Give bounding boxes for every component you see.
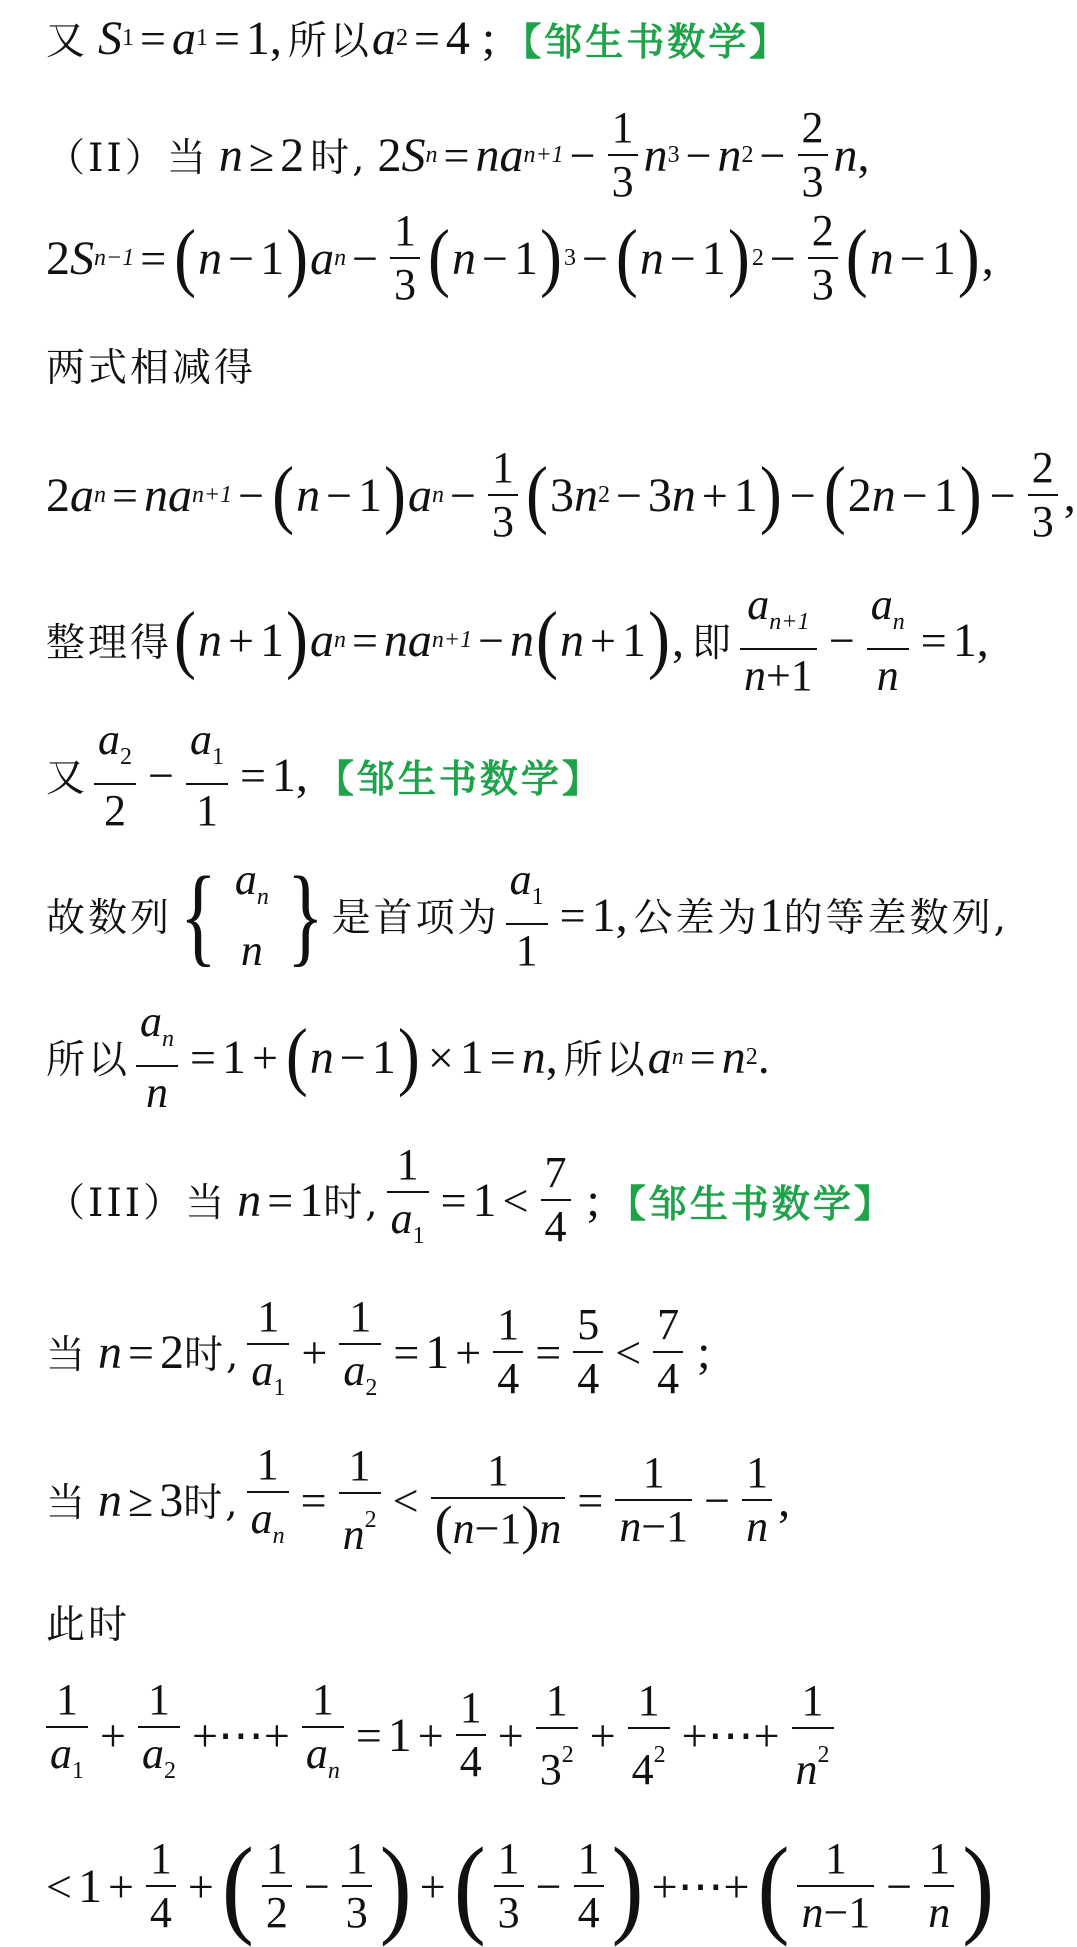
line-9: 所以 $\frac{a_n}{n}$ = 1 + ( n − 1 ) × 1 = n , 所以 a n = n 2 . bbox=[46, 996, 770, 1117]
fraction: $\frac{1}{3^2}$ bbox=[536, 1675, 578, 1796]
fraction: $\frac{1}{n^2}$ bbox=[339, 1440, 381, 1561]
fraction: $\frac{1}{a_2}$ bbox=[138, 1674, 180, 1797]
fraction: $\frac{1}{3}$ bbox=[494, 1833, 524, 1939]
fraction: $\frac{1}{3}$ bbox=[608, 102, 638, 208]
fraction: $\frac{1}{a_1}$ bbox=[247, 1291, 289, 1414]
fraction: $\frac{1}{a_n}$ bbox=[302, 1674, 344, 1797]
text-shi: 时, bbox=[310, 136, 368, 181]
line-12: 当 n ≥ 3 时, $\frac{1}{a_n}$ = $\frac{1}{n^2}$ < $\frac{1}{(n-1)n}$ = $\frac{1}{n-1}$ − $\frac{1}{n}$ , bbox=[46, 1440, 790, 1560]
fraction: $\frac{1}{a_2}$ bbox=[339, 1291, 381, 1414]
text-shi: 时, bbox=[183, 1333, 242, 1378]
fraction: $\frac{a_{n+1}}{n+1}$ bbox=[740, 579, 817, 702]
line-7: 又 $\frac{a_2}{2}$ − $\frac{a_1}{1}$ = 1 , 【邹生书数学】 bbox=[46, 714, 603, 835]
watermark-tag: 【邹生书数学】 bbox=[607, 1181, 895, 1226]
fraction: $\frac{1}{a_1}$ bbox=[387, 1139, 429, 1262]
fraction: $\frac{1}{n^2}$ bbox=[792, 1675, 834, 1796]
text-dengcha: 的等差数列, bbox=[783, 896, 1010, 941]
text-suoyi: 所以 bbox=[287, 19, 372, 64]
text-you: 又 bbox=[46, 756, 89, 801]
fraction: $\frac{1}{n}$ bbox=[924, 1833, 954, 1939]
text-dang: 当 bbox=[46, 1333, 89, 1378]
line-15: < 1 + $\frac{1}{4}$ + ( $\frac{1}{2}$ − $\frac{1}{3}$ ) + ( $\frac{1}{3}$ − $\frac{1}{4}$ ) +⋯+ ( $\frac{1}{n-1}$ − $\frac{1}{n}$ ) bbox=[46, 1823, 995, 1947]
part-label-2: （II） bbox=[46, 136, 167, 181]
line-8: 故数列 { $a_n$ n } 是首项为 $\frac{a_1}{1}$ = 1 , 公差为 1 的等差数列, bbox=[46, 854, 1010, 976]
text-dang: 当 bbox=[185, 1181, 228, 1226]
line-11: 当 n = 2 时, $\frac{1}{a_1}$ + $\frac{1}{a_2}$ = 1 + $\frac{1}{4}$ = $\frac{5}{4}$ < $\frac{7}{4}$ ; bbox=[46, 1292, 710, 1412]
fraction: $\frac{a_n}{n}$ bbox=[867, 579, 909, 702]
text-zhengli: 整理得 bbox=[46, 621, 173, 666]
fraction: $\frac{1}{(n-1)n}$ bbox=[431, 1445, 566, 1555]
fraction: $\frac{1}{4}$ bbox=[146, 1833, 176, 1939]
line-3: 2 S n−1 = ( n − 1 ) a n − $\frac{1}{3}$ ( n − 1 ) 3 − ( n − 1 ) 2 − $\frac{2}{3}$ ( n − 1 ) , bbox=[46, 206, 994, 309]
text-dang: 当 bbox=[46, 1481, 89, 1526]
line-5: 2 a n = na n+1 − ( n − 1 ) a n − $\frac{1}{3}$ ( 3 n 2 − 3 n + 1 ) − ( 2 n − 1 ) − $\frac{2}{3}$ , bbox=[46, 443, 1076, 546]
fraction: $\frac{1}{4}$ bbox=[493, 1299, 523, 1405]
fraction: $\frac{1}{3}$ bbox=[390, 205, 420, 311]
text-shi: 时, bbox=[323, 1181, 381, 1226]
text-dang: 当 bbox=[166, 136, 209, 181]
fraction: $\frac{1}{4}$ bbox=[574, 1833, 604, 1939]
line-6: 整理得 ( n + 1 ) a n = na n+1 − n ( n + 1 ) , 即 $\frac{a_{n+1}}{n+1}$ − $\frac{a_n}{n}$ = 1 , bbox=[46, 579, 989, 700]
text-suoyi: 所以 bbox=[563, 1038, 648, 1083]
fraction: $\frac{1}{n-1}$ bbox=[797, 1833, 874, 1939]
fraction: $\frac{1}{4^2}$ bbox=[628, 1675, 670, 1796]
fraction: $\frac{2}{3}$ bbox=[808, 205, 838, 311]
fraction: $\frac{7}{4}$ bbox=[653, 1299, 683, 1405]
fraction: $\frac{2}{3}$ bbox=[1028, 442, 1058, 548]
text-shi: 时, bbox=[183, 1481, 241, 1526]
line-10: （III） 当 n = 1 时, $\frac{1}{a_1}$ = 1 < $\frac{7}{4}$ ; 【邹生书数学】 bbox=[46, 1140, 895, 1260]
text-subtract: 两式相减得 bbox=[46, 346, 257, 391]
text-gu: 故数列 bbox=[46, 896, 173, 941]
line-4 bbox=[46, 335, 256, 395]
fraction: $\frac{7}{4}$ bbox=[541, 1147, 571, 1253]
watermark-tag: 【邹生书数学】 bbox=[503, 19, 791, 64]
fraction: $\frac{5}{4}$ bbox=[573, 1299, 603, 1405]
line-1: 又 S 1 = a 1 = 1 , 所以 a 2 = 4 ; 【邹生书数学】 bbox=[46, 11, 791, 65]
fraction: $\frac{1}{3}$ bbox=[342, 1833, 372, 1939]
text-cishi: 此时 bbox=[46, 1603, 131, 1648]
fraction: $\frac{1}{n-1}$ bbox=[615, 1447, 692, 1553]
text-ji: 即 bbox=[691, 621, 734, 666]
fraction: $\frac{2}{3}$ bbox=[798, 102, 828, 208]
fraction: $\frac{a_1}{1}$ bbox=[506, 854, 548, 977]
fraction: $\frac{1}{a_n}$ bbox=[247, 1439, 289, 1562]
fraction: $\frac{1}{3}$ bbox=[488, 442, 518, 548]
line-13 bbox=[46, 1592, 130, 1652]
fraction: $\frac{1}{2}$ bbox=[262, 1833, 292, 1939]
line-2: （II） 当 n ≥ 2 时, 2 S n = na n+1 − $\frac{1}{3}$ n 3 − n 2 − $\frac{2}{3}$ n , bbox=[46, 103, 870, 206]
fraction: $\frac{1}{4}$ bbox=[456, 1682, 486, 1788]
fraction: $\frac{a_2}{2}$ bbox=[94, 714, 136, 837]
text-gongcha: 公差为 bbox=[633, 896, 760, 941]
part-label-3: （III） bbox=[46, 1181, 186, 1226]
text-shouxiang: 是首项为 bbox=[331, 896, 500, 941]
fraction: $\frac{a_1}{1}$ bbox=[186, 714, 228, 837]
fraction: $a_n$ n bbox=[234, 854, 269, 975]
line-14: $\frac{1}{a_1}$ + $\frac{1}{a_2}$ +⋯+ $\frac{1}{a_n}$ = 1 + $\frac{1}{4}$ + $\frac{1}{3^2}$ + $\frac{1}{4^2}$ +⋯+ $\frac{1}{n^2}$ bbox=[46, 1675, 840, 1795]
fraction: $\frac{a_n}{n}$ bbox=[136, 996, 178, 1119]
text-you: 又 bbox=[46, 19, 89, 64]
fraction: $\frac{1}{n}$ bbox=[742, 1447, 772, 1553]
text-suoyi: 所以 bbox=[46, 1038, 131, 1083]
fraction: $\frac{1}{a_1}$ bbox=[46, 1674, 88, 1797]
watermark-tag: 【邹生书数学】 bbox=[315, 756, 603, 801]
